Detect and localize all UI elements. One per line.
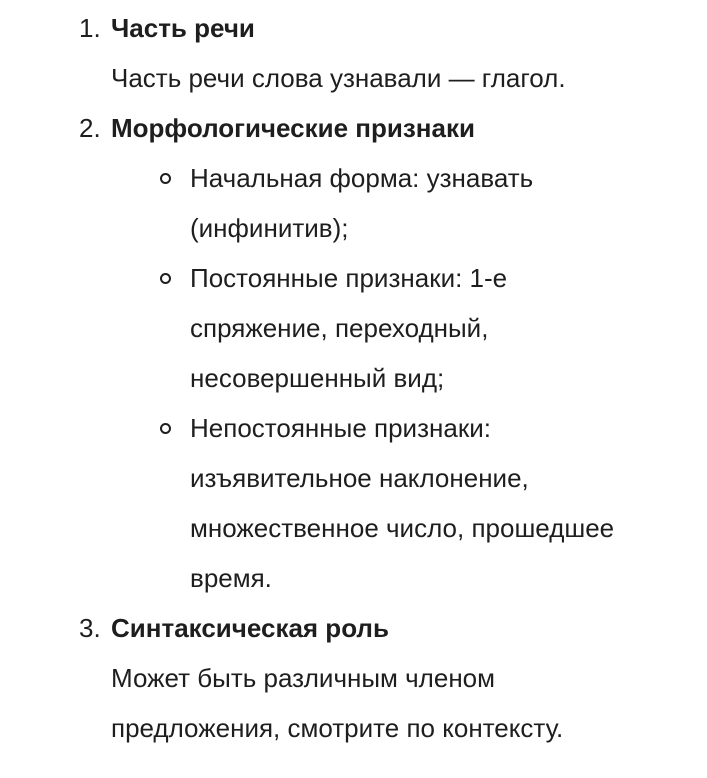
list-item-line: (инфинитив); (190, 213, 349, 243)
list-item-line: множественное число, прошедшее (190, 513, 615, 543)
list-item-constant-features (0, 253, 707, 403)
section-syntactic-role (0, 603, 707, 753)
section-text-line: предложения, смотрите по контексту. (111, 713, 564, 743)
bullet-circle-icon (160, 173, 171, 184)
section-heading (0, 103, 707, 153)
section-text: Часть речи слова узнавали — глагол. (111, 63, 566, 93)
list-item-initial-form (0, 153, 707, 253)
list-item-line: спряжение, переходный, (190, 313, 489, 343)
section-title: Синтаксическая роль (111, 613, 389, 643)
list-item-line: несовершенный вид; (190, 363, 445, 393)
section-number: 1. (79, 13, 101, 43)
section-title: Часть речи (111, 13, 255, 43)
list-item-line: изъявительное наклонение, (190, 463, 529, 493)
section-text (0, 653, 707, 753)
bullet-circle-icon (160, 423, 171, 434)
section-part-of-speech (0, 3, 707, 103)
feature-list (0, 153, 707, 603)
section-text-line: Может быть различным членом (111, 663, 496, 693)
section-heading (0, 3, 707, 53)
list-item-line: Непостоянные признаки: (190, 413, 491, 443)
list-item-line: Начальная форма: узнавать (190, 163, 534, 193)
section-title: Морфологические признаки (111, 113, 475, 143)
bullet-circle-icon (160, 273, 171, 284)
list-item-line: время. (190, 563, 272, 593)
list-item-variable-features (0, 403, 707, 603)
section-number: 2. (79, 113, 101, 143)
section-heading (0, 603, 707, 653)
list-item-line: Постоянные признаки: 1-е (190, 263, 508, 293)
section-morphological-features (0, 103, 707, 603)
section-number: 3. (79, 613, 101, 643)
